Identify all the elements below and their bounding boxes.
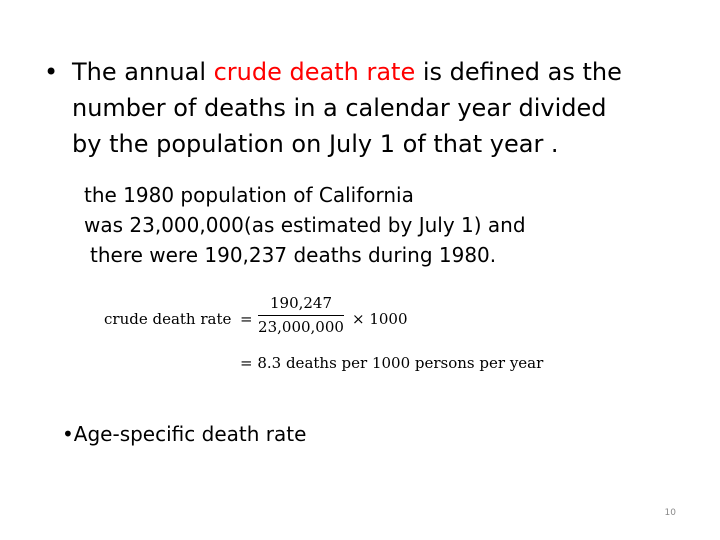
formula-denominator: 23,000,000 — [258, 318, 344, 336]
fraction-bar — [258, 315, 344, 316]
example-line-1: the 1980 population of California — [84, 183, 414, 207]
formula-equation — [104, 294, 424, 344]
example-line-3: there were 190,237 deaths during 1980. — [90, 243, 497, 267]
california-example — [84, 180, 526, 270]
main-bullet-line-1-end: is defined as the — [415, 58, 622, 86]
formula-fraction — [258, 294, 344, 336]
formula-result: = 8.3 deaths per 1000 persons per year — [240, 354, 544, 372]
example-line-2: was 23,000,000(as estimated by July 1) and — [84, 213, 526, 237]
sub-bullet-text: Age-specific death rate — [73, 422, 307, 446]
main-bullet-text — [72, 54, 672, 162]
main-bullet-line-1 — [72, 54, 672, 90]
formula-multiplier: × 1000 — [352, 310, 408, 328]
main-bullet-line-3: by the population on July 1 of that year . — [72, 130, 559, 158]
bullet-marker: • — [44, 58, 59, 86]
sub-bullet — [62, 420, 306, 448]
formula-lhs: crude death rate — [104, 310, 232, 328]
formula-numerator: 190,247 — [269, 294, 333, 312]
page-number: 10 — [664, 508, 676, 518]
main-bullet-line-2: number of deaths in a calendar year divided — [72, 94, 607, 122]
sub-bullet-marker: • — [62, 422, 74, 446]
crude-death-rate-term: crude death rate — [213, 58, 416, 86]
formula-equals-sign: = — [240, 310, 253, 328]
main-bullet-line-1-start: The annual — [72, 58, 214, 86]
